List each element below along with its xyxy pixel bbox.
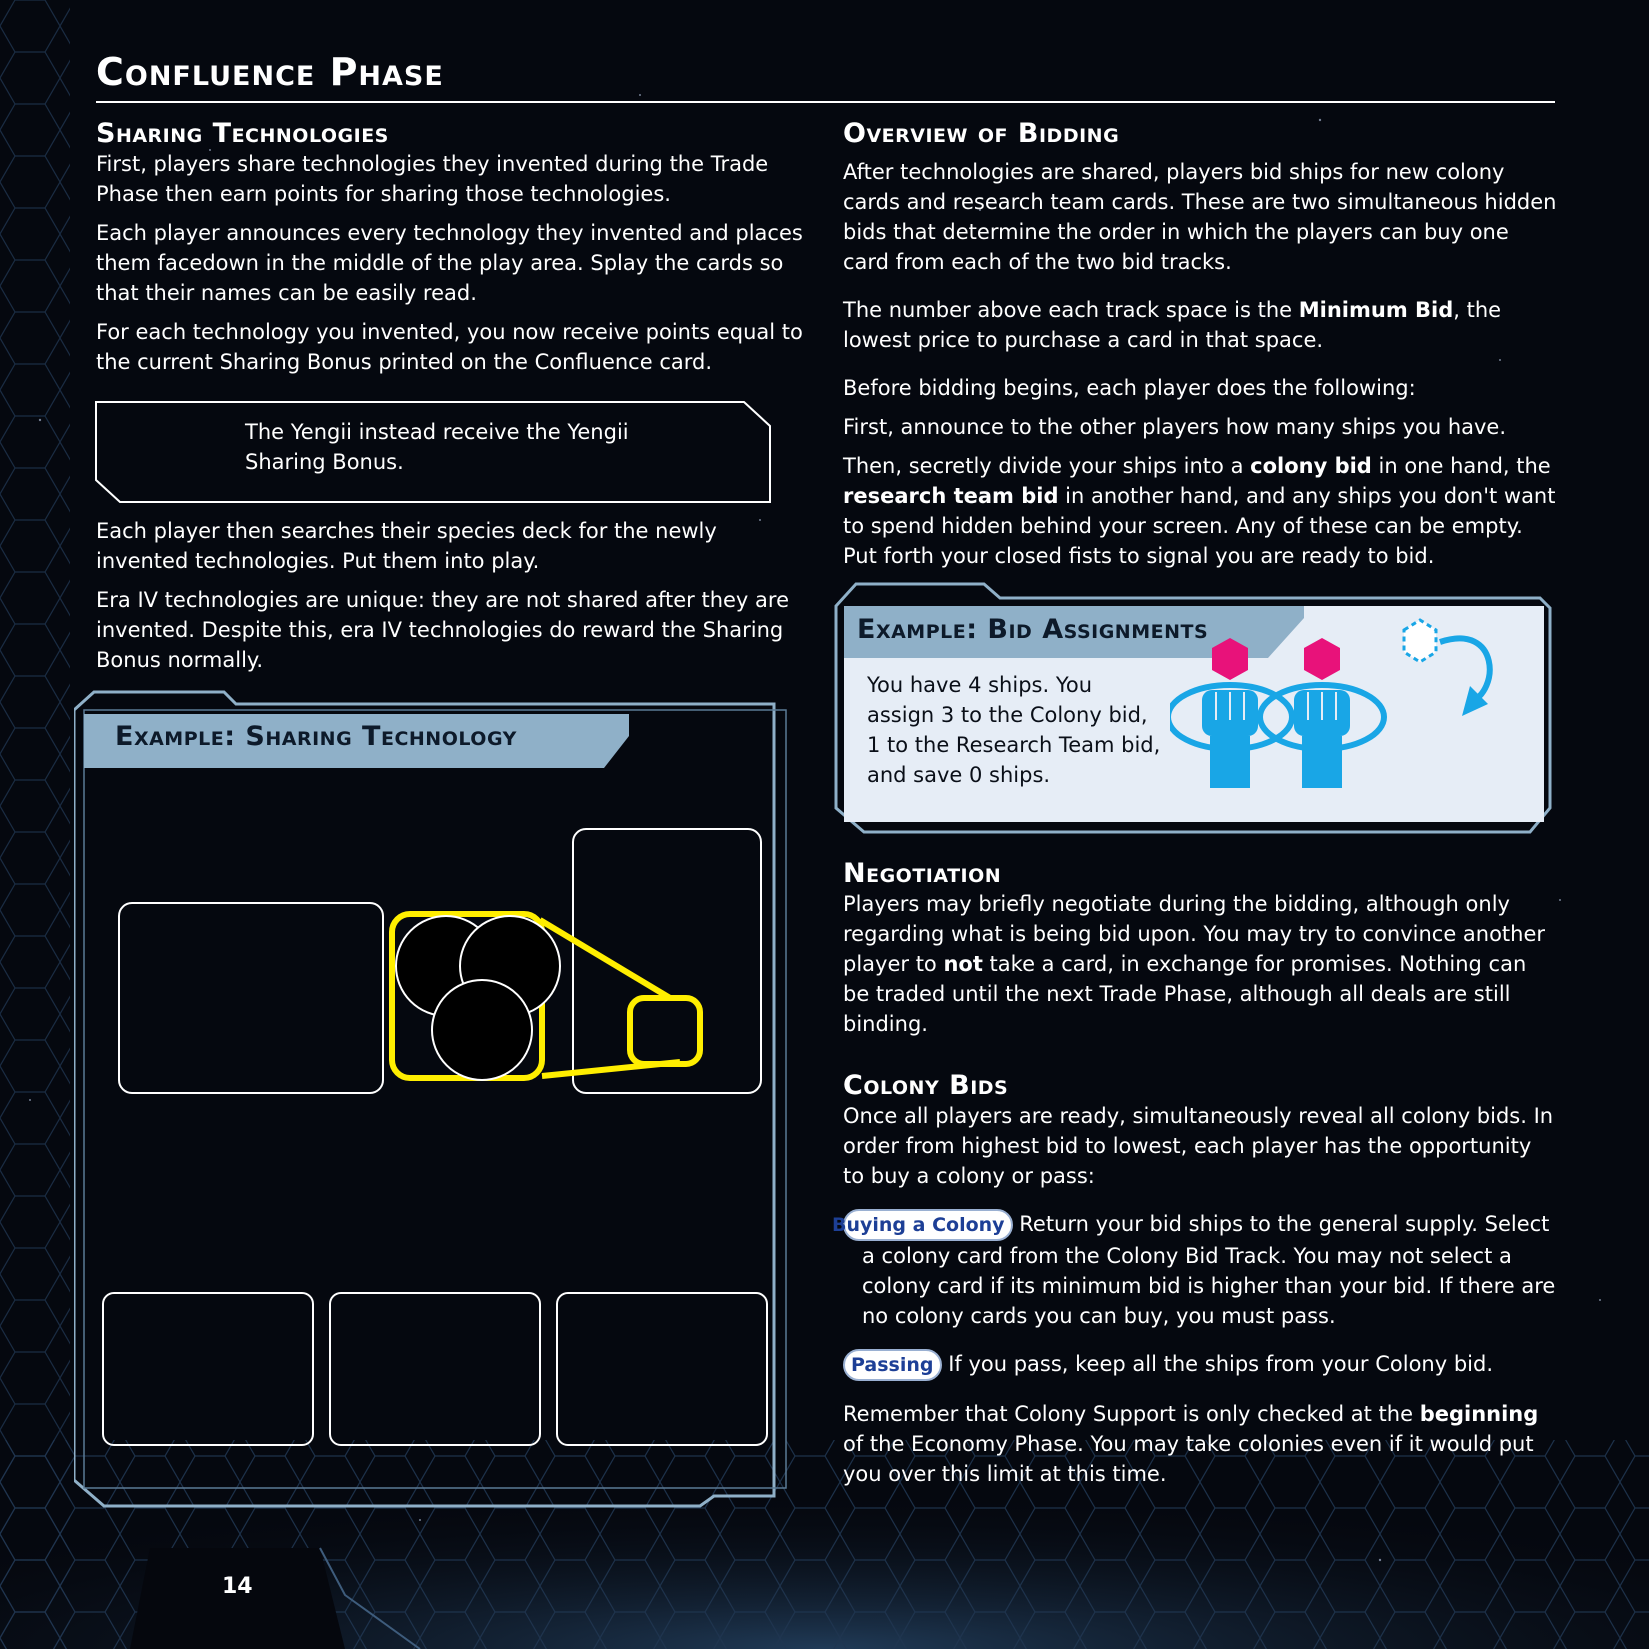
bidding-heading: Overview of Bidding [843,118,1120,149]
colony-heading: Colony Bids [843,1070,1009,1101]
bidding-paragraph-5: Then, secretly divide your ships into a colony bid in one hand, the research team bid in another hand, and any ships you don't want to spend hidden behind your screen. Any of these can be empty. Put forth your closed fists to signal you are ready to bid. [843,454,1556,568]
sharing-paragraph-3: For each technology you invented, you now receive points equal to the current Sharing Bonus printed on the Confluence card. [96,320,803,374]
bidding-paragraph-1: After technologies are shared, players bid ships for new colony cards and research team cards. These are two simultaneous hidden bids that determine the order in which the players can buy one card from each of the two bid tracks. [843,160,1557,274]
bidding-paragraph-4: First, announce to the other players how many ships you have. [843,415,1507,439]
title-rule [96,101,1555,103]
sharing-paragraph-1: First, players share technologies they invented during the Trade Phase then earn points for sharing those technologies. [96,152,769,206]
page-number: 14 [222,1574,253,1599]
colony-paragraph-1: Once all players are ready, simultaneously reveal all colony bids. In order from highest bid to lowest, each player has the opportunity to buy a colony or pass: [843,1104,1554,1188]
right-column [843,118,1559,580]
research-fist-icon [1294,690,1350,788]
player-card-2 [329,1292,541,1446]
bid-fists-illustration [1170,612,1550,812]
sharing-paragraph-2: Each player announces every technology they invented and places them facedown in the middle of the play area. Splay the cards so that their names can be easily read. [96,221,803,305]
bidding-paragraph-3: Before bidding begins, each player does the following: [843,376,1416,400]
sharing-paragraph-5: Era IV technologies are unique: they are not shared after they are invented. Despite this, era IV technologies do reward the Sharing Bonus normally. [96,588,789,672]
example-sharing-title: Example: Sharing Technology [115,721,517,752]
bidding-paragraph-2: The number above each track space is the Minimum Bid, the lowest price to purchase a card in that space. [843,298,1502,352]
buying-colony-rule: Buying a Colony Return your bid ships to the general supply. Select a colony card from the Colony Bid Track. You may not select a colony card if its minimum bid is higher than your bid. If there are no colony cards you can buy, you must pass. [843,1209,1559,1331]
colony-ship-icon [1212,638,1248,680]
sharing-heading: Sharing Technologies [96,118,389,149]
confluence-card [118,902,384,1094]
buying-colony-badge: Buying a Colony [843,1209,1013,1241]
page-title: Confluence Phase [96,50,444,94]
sharing-paragraph-4: Each player then searches their species deck for the newly invented technologies. Put them into play. [96,519,717,573]
player-card-1 [102,1292,314,1446]
passing-rule: Passing If you pass, keep all the ships from your Colony bid. [843,1349,1559,1381]
player-card-3 [556,1292,768,1446]
saved-ship-icon [1404,620,1436,662]
negotiation-section [843,858,1559,1048]
colony-paragraph-2: Remember that Colony Support is only checked at the beginning of the Economy Phase. You may take colonies even if it would put you over this limit at this time. [843,1402,1539,1486]
colony-section [832,1070,1559,1498]
research-ship-icon [1304,638,1340,680]
negotiation-heading: Negotiation [843,858,1002,889]
sharing-highlight-diagram [380,900,710,1100]
example-bid-text: You have 4 ships. You assign 3 to the Colony bid, 1 to the Research Team bid, and save 0 ships. [867,673,1161,787]
example-bid-title: Example: Bid Assignments [857,614,1209,645]
negotiation-paragraph: Players may briefly negotiate during the bidding, although only regarding what is being bid upon. You may try to convince another player to not take a card, in exchange for promises. Nothing can be traded until the next Trade Phase, although all deals are still binding. [843,892,1546,1036]
left-column-lower [96,516,808,684]
left-column [96,118,808,386]
colony-fist-icon [1202,690,1258,788]
yengii-note: The Yengii instead receive the Yengii Sharing Bonus. [245,420,629,474]
passing-badge: Passing [843,1349,942,1381]
